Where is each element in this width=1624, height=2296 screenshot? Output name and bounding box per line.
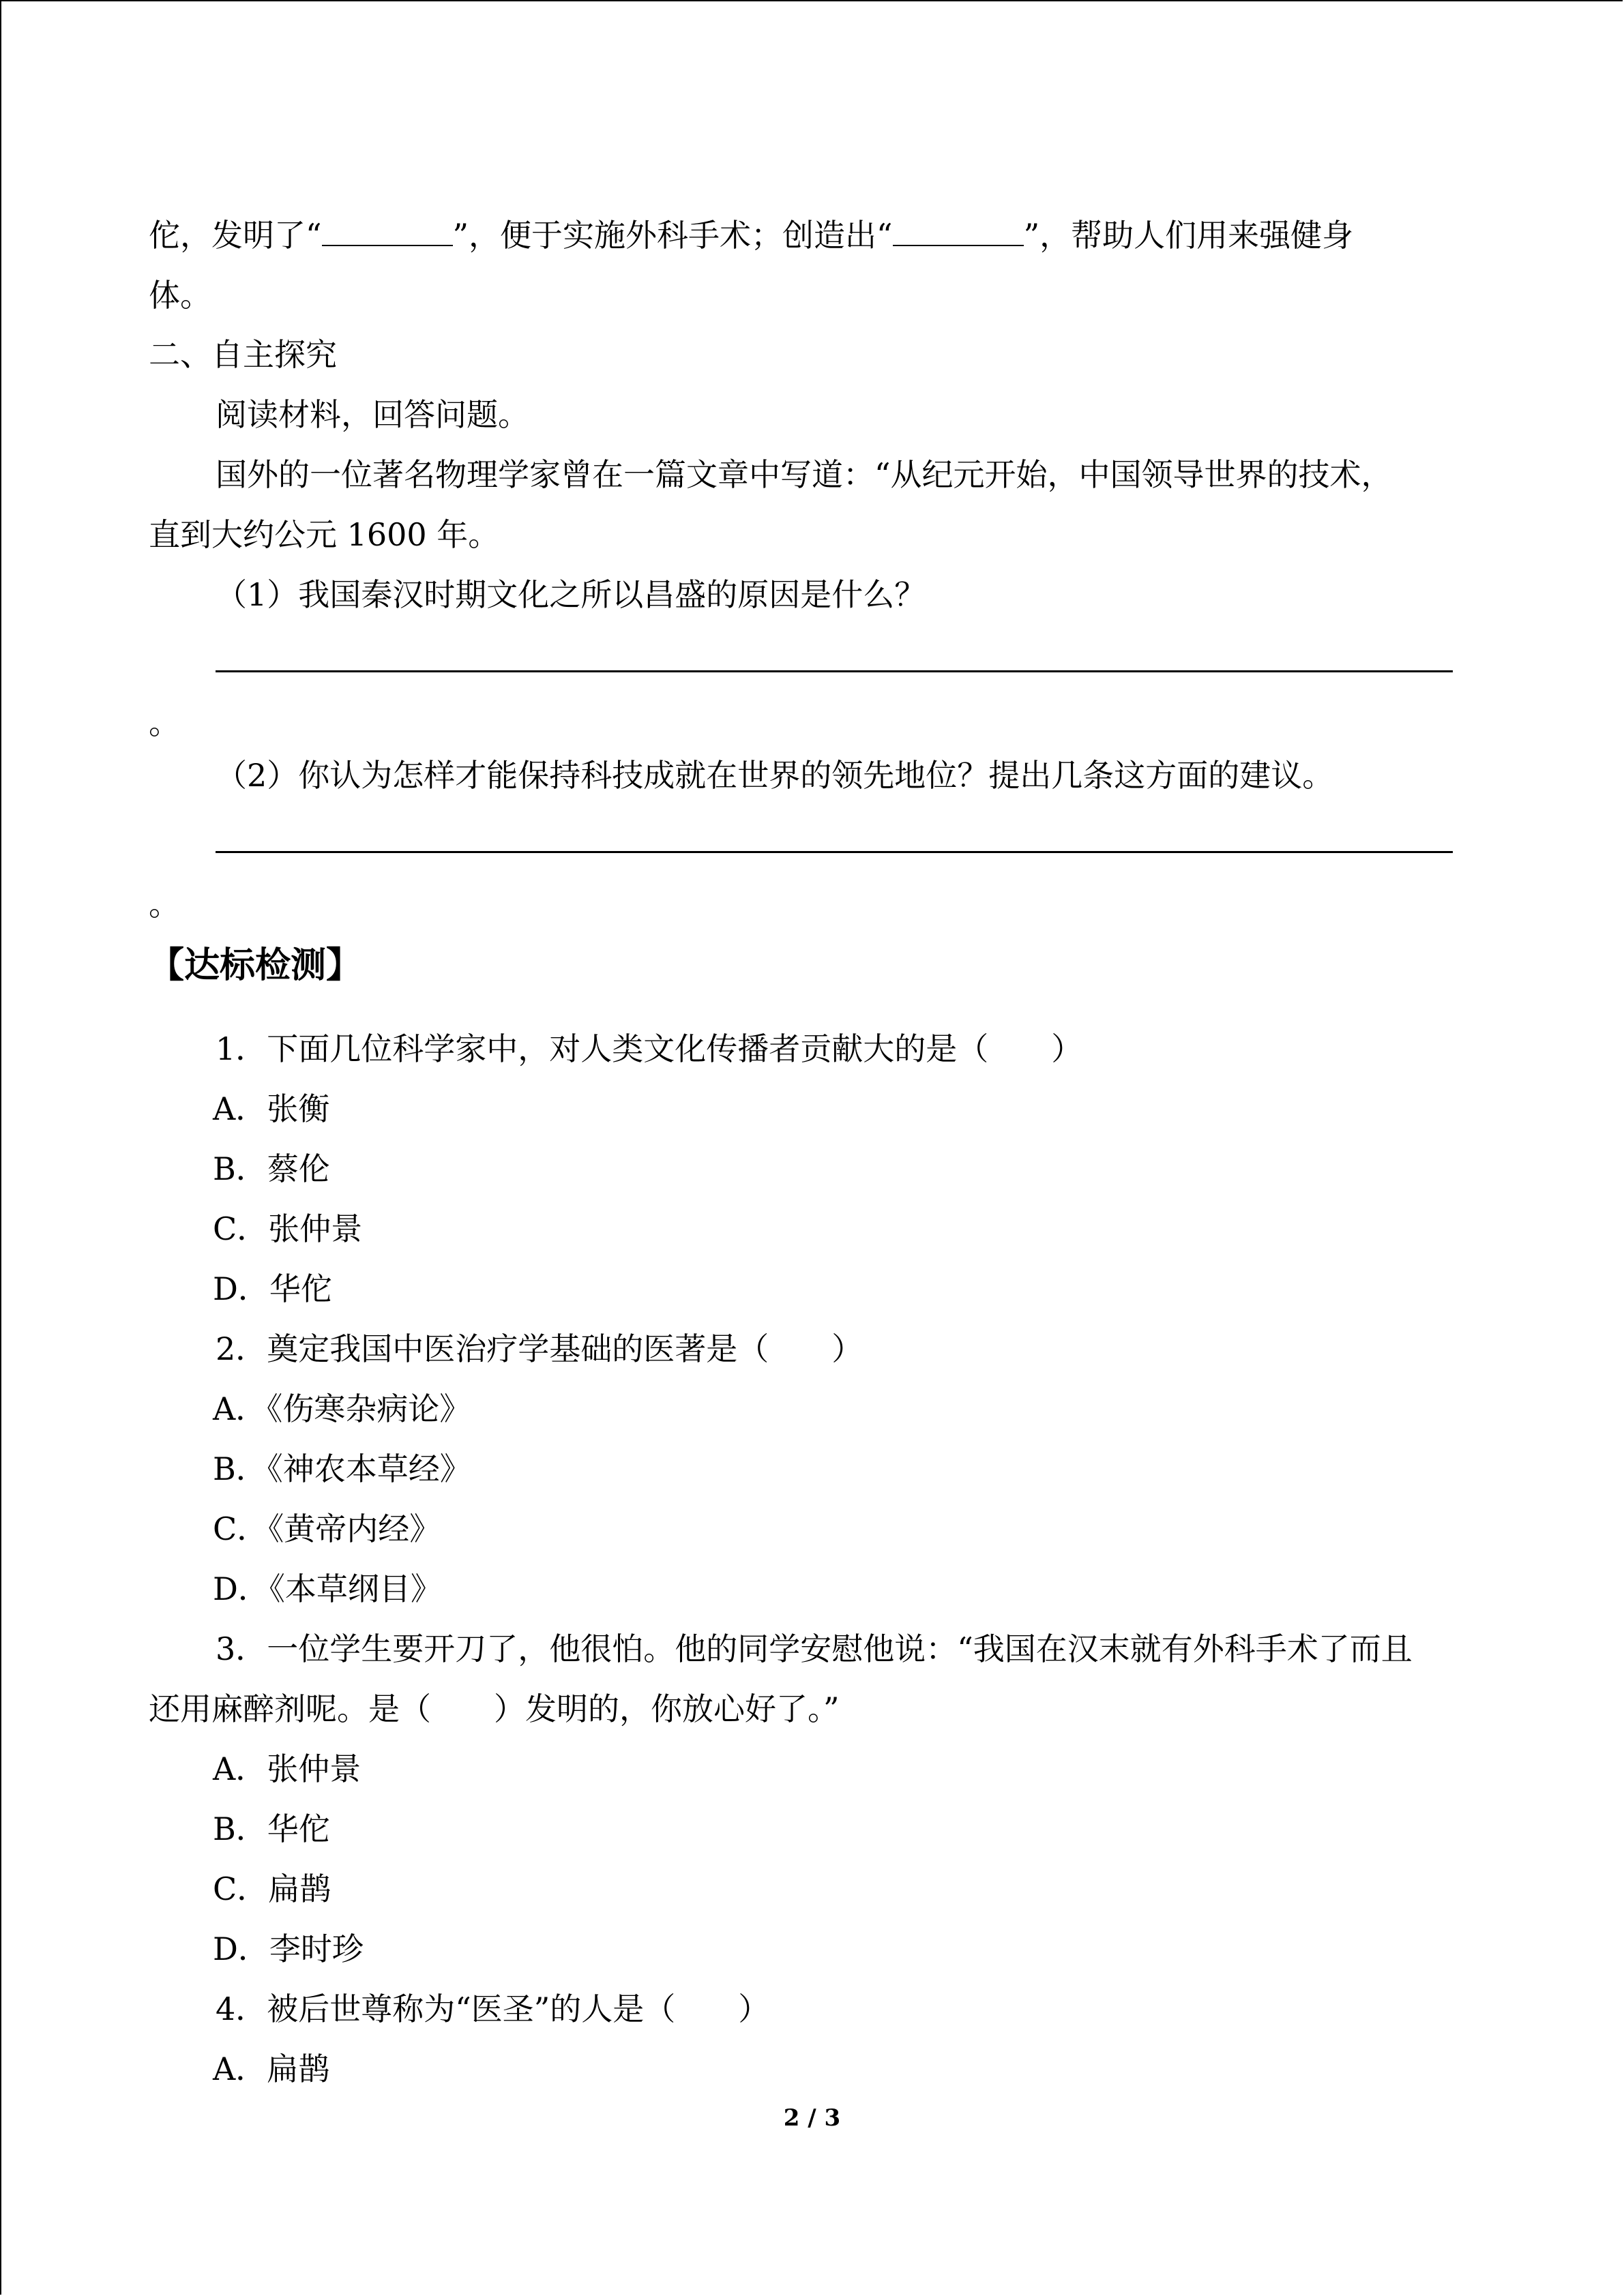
quiz-q2-option-c[interactable]: C．《黄帝内经》 — [213, 1510, 441, 1547]
answer-end-2: 。 — [149, 886, 180, 923]
quiz-q3-option-b[interactable]: B．华佗 — [213, 1810, 330, 1847]
answer-line-2[interactable] — [216, 851, 1453, 853]
quiz-q4-option-a[interactable]: A．扁鹊 — [213, 2051, 330, 2087]
quiz-title: 【达标检测】 — [149, 945, 362, 986]
quiz-q1-stem: 1．下面几位科学家中，对人类文化传播者贡献大的是（ ） — [216, 1030, 1083, 1067]
quiz-q4-stem: 4．被后世尊称为“医圣”的人是（ ） — [216, 1991, 770, 2027]
quiz-q3-stem-line-1: 3．一位学生要开刀了，他很怕。他的同学安慰他说：“我国在汉末就有外科手术了而且 — [216, 1630, 1413, 1667]
material-line-2: 直到大约公元 1600 年。 — [149, 516, 500, 553]
continued-line-2: 体。 — [149, 277, 211, 314]
quiz-q2-option-a[interactable]: A．《伤寒杂病论》 — [213, 1390, 471, 1427]
quiz-q3-option-a[interactable]: A．张仲景 — [213, 1750, 361, 1787]
quiz-q1-option-a[interactable]: A．张衡 — [213, 1090, 330, 1127]
quiz-q3-option-c[interactable]: C．扁鹊 — [213, 1870, 331, 1907]
section-title-self-study: 二、自主探究 — [149, 336, 337, 373]
quiz-q1-option-b[interactable]: B．蔡伦 — [213, 1150, 330, 1187]
quiz-q3-stem-line-2: 还用麻醉剂呢。是（ ）发明的，你放心好了。” — [149, 1690, 840, 1727]
page-number: 2 / 3 — [783, 2104, 841, 2132]
quiz-q1-option-d[interactable]: D．华佗 — [213, 1270, 332, 1307]
fill-blank-2[interactable] — [893, 216, 1024, 246]
continued-text-b: ”，便于实施外科手术；创造出“ — [452, 217, 893, 254]
answer-end-1: 。 — [149, 704, 180, 741]
continued-line-1 — [149, 215, 1353, 256]
continued-text-a: 佗，发明了“ — [149, 217, 322, 254]
reading-instruction: 阅读材料，回答问题。 — [216, 396, 529, 433]
quiz-q3-option-d[interactable]: D．李时珍 — [213, 1930, 364, 1967]
material-line-1: 国外的一位著名物理学家曾在一篇文章中写道：“从纪元开始，中国领导世界的技术， — [216, 456, 1393, 493]
question-1: （1）我国秦汉时期文化之所以昌盛的原因是什么？ — [216, 576, 926, 613]
quiz-q2-stem: 2．奠定我国中医治疗学基础的医著是（ ） — [216, 1330, 863, 1367]
question-2: （2）你认为怎样才能保持科技成就在世界的领先地位？提出几条这方面的建议。 — [216, 757, 1334, 794]
fill-blank-1[interactable] — [322, 216, 453, 246]
answer-line-1[interactable] — [216, 670, 1453, 672]
quiz-q2-option-b[interactable]: B．《神农本草经》 — [213, 1450, 471, 1487]
quiz-q1-option-c[interactable]: C．张仲景 — [213, 1210, 363, 1247]
quiz-q2-option-d[interactable]: D．《本草纲目》 — [213, 1570, 442, 1607]
continued-text-c: ”，帮助人们用来强健身 — [1023, 217, 1354, 254]
